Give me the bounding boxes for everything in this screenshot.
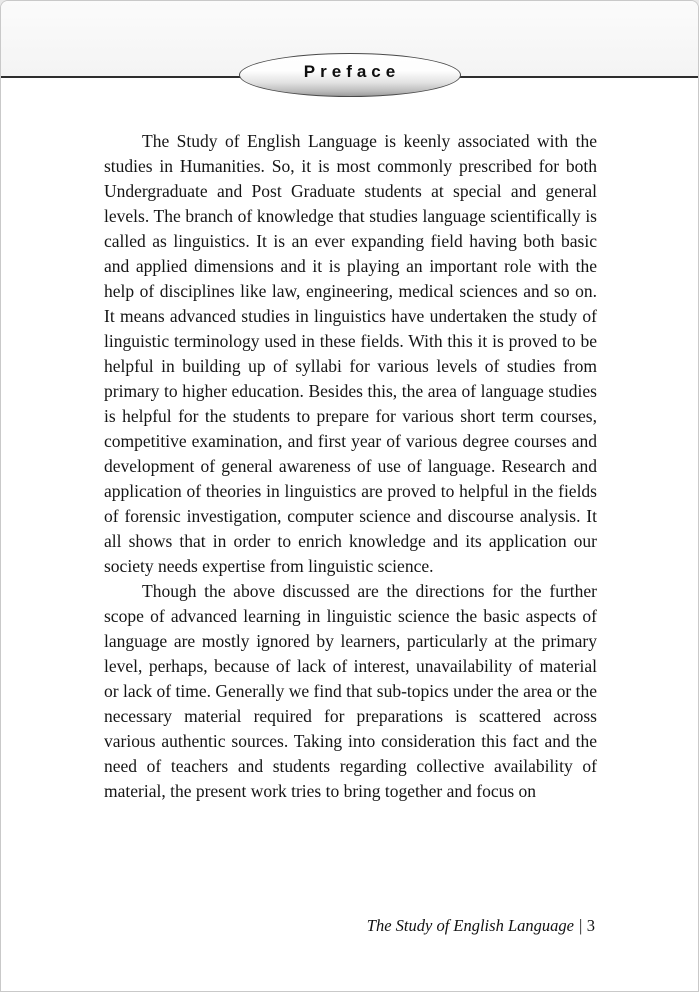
page-header (1, 1, 698, 81)
page-title: Preface (303, 62, 401, 81)
footer-page-number: 3 (586, 916, 595, 935)
body-paragraph: The Study of English Language is keenly associated with the studies in Humanities. So, it is most commonly prescribed for both Undergraduate and Post Graduate students at special and general levels. The branch of knowledge that studies language scientifically is called as linguistics. It is an ever expanding field having both basic and applied dimensions and it is playing an important role with the help of disciplines like law, engineering, medical sciences and so on. It means advanced studies in linguistics have undertaken the study of linguistic terminology used in these fields. With this it is proved to be helpful in building up of syllabi for various levels of studies from primary to higher education. Besides this, the area of language studies is helpful for the students to prepare for various short term courses, competitive examination, and first year of various degree courses and development of general awareness of use of language. Research and application of theories in linguistics are proved to helpful in the fields of forensic investigation, computer science and discourse analysis. It all shows that in order to enrich knowledge and its application our society needs expertise from linguistic science. (104, 131, 597, 576)
footer-book-title: The Study of English Language (366, 916, 574, 935)
footer-separator: | (578, 916, 583, 935)
preface-badge (239, 53, 461, 97)
page-body (104, 129, 597, 804)
body-paragraph: Though the above discussed are the directions for the further scope of advanced learning in linguistic science the basic aspects of language are mostly ignored by learners, particularly at the primary level, perhaps, because of lack of interest, unavailability of material or lack of time. Generally we find that sub-topics under the area or the necessary material required for preparations is scattered across various authentic sources. Taking into consideration this fact and the need of teachers and students regarding collective availability of material, the present work tries to bring together and focus on (104, 581, 597, 801)
page-footer (367, 916, 595, 936)
